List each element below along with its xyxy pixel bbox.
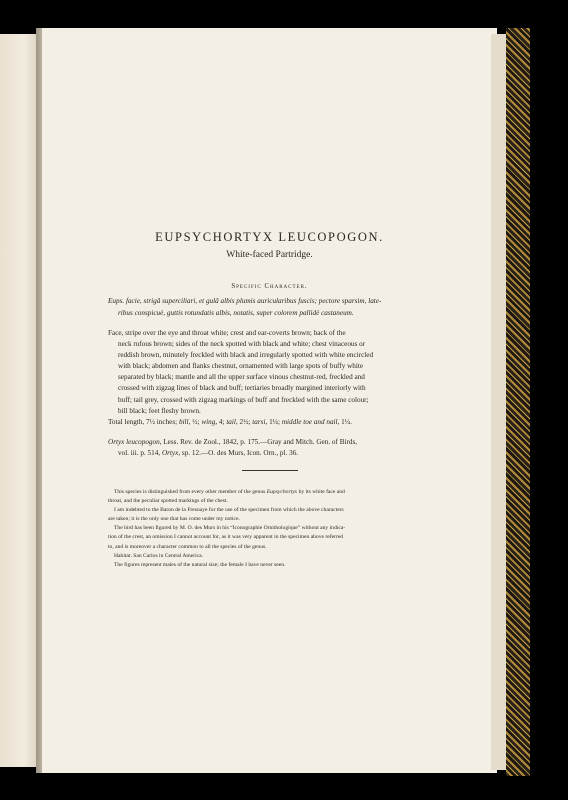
synonymy-entry: Ortyx leucopogon, Less. Rev. de Zool., 1842, p. 175.—Gray and Mitch. Gen. of Birds, vol. iii. p. 514, Ortyx, sp. 12.—O. des Murs, Icon. Orn., pl. 36. <box>108 438 358 458</box>
note-paragraph: I am indebted to the Baron de la Fresnaye for the use of the specimen from which the above characters are taken; it is the only one that has come under my notice. <box>108 507 344 523</box>
description-line: Face, stripe over the eye and throat white; crest and ear-coverts brown; back of the <box>108 329 346 337</box>
note-paragraph: Habitat. San Carlos in Central America. <box>114 552 204 559</box>
notes <box>108 488 430 570</box>
page-edges <box>491 34 507 770</box>
description <box>108 328 430 428</box>
page-title: EUPSYCHORTYX LEUCOPOGON. <box>155 230 384 244</box>
note-paragraph: This species is distinguished from every other member of the genus Eupsychortyx by its white face and throat, and the peculiar spotted markings of the chest. <box>108 489 345 505</box>
description-line: crossed with zigzag lines of black and buff; tertiaries broadly margined interiorly with <box>118 384 366 393</box>
description-line: buff; tail grey, crossed with zigzag markings of buff and freckled with the same colour; <box>118 395 369 404</box>
page-subtitle: White-faced Partridge. <box>226 250 313 260</box>
measurements: Total length, 7½ inches; bill, ½; wing, 4; tail, 2½; tarsi, 1¼; middle toe and nail, 1¼. <box>108 417 352 426</box>
specific-character-heading: Specific Character. <box>231 283 308 290</box>
left-page-edge <box>0 34 40 767</box>
description-line: bill black; feet fleshy brown. <box>118 406 201 415</box>
latin-line: Eups. facie, strigâ superciliari, et gulâ albis plumis auricularibus fuscis; pectore sparsim, late- <box>108 297 382 305</box>
synonymy <box>108 437 430 459</box>
note-paragraph: The bird has been figured by M. O. des Murs in his “Iconographie Ornithologique” without any indica- tion of the crest, an omission I cannot account for, as it was very apparent in the specimen above referred to, and is moreover a character common to all the species of the genus. <box>108 525 346 550</box>
description-line: reddish brown, minutely freckled with black and irregularly spotted with white encircled <box>118 351 374 360</box>
description-line: neck rufous brown; sides of the neck spotted with black and white; chest vinaceous or <box>118 340 366 349</box>
note-paragraph: The figures represent males of the natural size; the female I have never seen. <box>114 561 286 568</box>
description-line: with black; abdomen and flanks chestnut, ornamented with large spots of buffy white <box>118 362 364 371</box>
divider <box>242 470 298 471</box>
description-line: separated by black; mantle and all the upper surface vinous chestnut-red, freckled and <box>118 373 365 382</box>
latin-character <box>108 295 430 319</box>
gilt-cover-edge <box>506 28 530 776</box>
latin-line: ribus conspicuè, guttis rotundatis albis, notatis, super colorem pallidè castaneum. <box>118 309 354 317</box>
